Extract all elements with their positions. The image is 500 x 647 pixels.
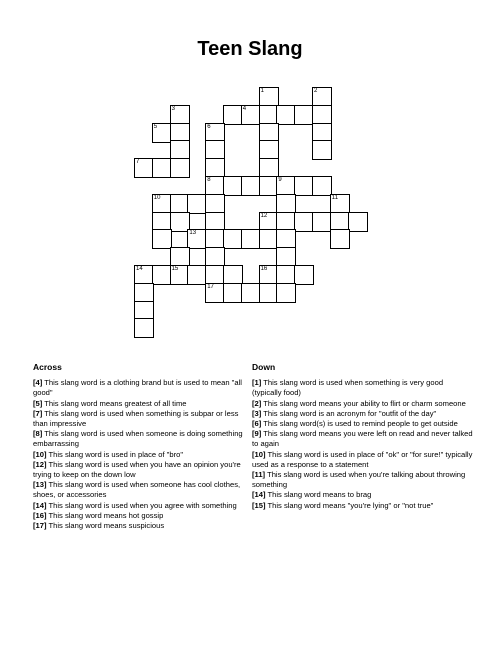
grid-cell[interactable] (170, 158, 190, 178)
clue-item (33, 429, 248, 449)
clue-item (33, 511, 248, 521)
clue-number: 10 (153, 194, 161, 201)
clue-number: 15 (171, 266, 179, 272)
clue-item (252, 450, 474, 470)
clue-number: 12 (260, 212, 268, 219)
across-heading: Across (33, 362, 62, 372)
clue-number: 5 (153, 123, 158, 130)
clue-number: 16 (260, 266, 268, 272)
clue-item (33, 521, 248, 531)
clue-item (252, 501, 474, 511)
clue-item (252, 378, 474, 398)
clue-text: This slang word is used when someone has cool clothes, shoes, or accessories (33, 480, 241, 500)
clue-text: This slang word is used when you agree with something (46, 500, 237, 510)
clue-number: 14 (136, 266, 143, 272)
clue-number: 7 (136, 159, 140, 166)
clue-number-label: [9] (252, 429, 262, 439)
down-clue-list (252, 378, 474, 511)
across-clues (33, 362, 248, 531)
clue-number: 17 (207, 283, 214, 290)
clue-text: This slang word means you were left on read and never talked to again (252, 429, 473, 449)
grid-cell[interactable] (134, 318, 154, 338)
clue-number-label: [15] (252, 500, 266, 510)
clue-item (33, 409, 248, 429)
clue-text: This slang word is used in place of "bro" (46, 449, 184, 459)
clue-number: 1 (260, 88, 264, 94)
clue-number-label: [4] (33, 378, 43, 388)
clue-item (252, 490, 474, 500)
clue-text: This slang word is used when something is subpar or less than impressive (33, 408, 239, 429)
clue-text: This slang word is an acronym for "outfit of the day" (261, 408, 437, 418)
grid-cell[interactable] (312, 140, 332, 160)
clue-number: 8 (207, 177, 211, 183)
clue-item (33, 450, 248, 460)
clue-number-label: [17] (33, 521, 47, 531)
clue-item (33, 480, 248, 500)
grid-cell[interactable] (276, 283, 296, 303)
grid-cell[interactable] (348, 212, 368, 232)
clue-text: This slang word means hot gossip (46, 510, 164, 520)
clue-text: This slang word means to brag (265, 490, 372, 500)
clue-text: This slang word is used when someone is doing something embarrassing (33, 429, 243, 449)
clue-number-label: [13] (33, 480, 47, 490)
clue-number-label: [10] (252, 449, 266, 459)
clue-number-label: [2] (252, 398, 262, 408)
page-title: Teen Slang (197, 38, 303, 60)
clue-number: 9 (278, 177, 282, 183)
clue-item (33, 460, 248, 480)
clue-item (252, 429, 474, 449)
clue-text: This slang word is used when you have an opinion you're trying to keep on the down low (33, 459, 241, 480)
clue-item (252, 409, 474, 419)
clue-number-label: [6] (252, 419, 262, 429)
across-clue-list (33, 378, 248, 531)
clue-text: This slang word(s) is used to remind people to get outside (261, 419, 458, 429)
clue-number-label: [3] (252, 408, 262, 418)
clue-number-label: [12] (33, 459, 47, 469)
clue-number-label: [10] (33, 449, 47, 459)
clue-number: 3 (171, 105, 175, 112)
clue-number: 4 (242, 105, 247, 112)
clue-number-label: [11] (252, 470, 266, 480)
clue-number-label: [5] (33, 398, 43, 408)
clue-number-label: [7] (33, 408, 43, 418)
clue-number-label: [8] (33, 429, 43, 439)
clue-text: This slang word is used in place of "ok" or "for sure!" typically used as a response to a statement (252, 449, 473, 469)
clue-text: This slang word means "you're lying" or "not true" (265, 500, 434, 510)
clue-number: 2 (314, 88, 318, 94)
grid-cell[interactable] (330, 229, 350, 249)
clue-number-label: [16] (33, 510, 47, 520)
clue-text: This slang word is used when something is very good (typically food) (252, 378, 444, 398)
down-clues (252, 362, 474, 511)
clue-text: This slang word means suspicious (46, 521, 165, 531)
clue-item (33, 378, 248, 398)
clue-number: 13 (189, 230, 197, 237)
down-heading: Down (252, 362, 276, 372)
clue-text: This slang word is a clothing brand but is used to mean "all good" (33, 378, 242, 398)
clue-item (252, 470, 474, 490)
clue-text: This slang word means greatest of all time (42, 398, 187, 408)
clue-number: 6 (207, 123, 211, 130)
clue-number-label: [14] (252, 490, 266, 500)
clue-item (252, 399, 474, 409)
clue-number-label: [14] (33, 500, 47, 510)
grid-cell[interactable] (294, 265, 314, 285)
clue-item (33, 399, 248, 409)
clue-number-label: [1] (252, 378, 262, 388)
clue-item (33, 501, 248, 511)
clue-number: 11 (331, 194, 339, 201)
clue-text: This slang word means your ability to flirt or charm someone (261, 398, 466, 408)
clue-item (252, 419, 474, 429)
clue-text: This slang word is used when you're talking about throwing something (252, 470, 466, 490)
